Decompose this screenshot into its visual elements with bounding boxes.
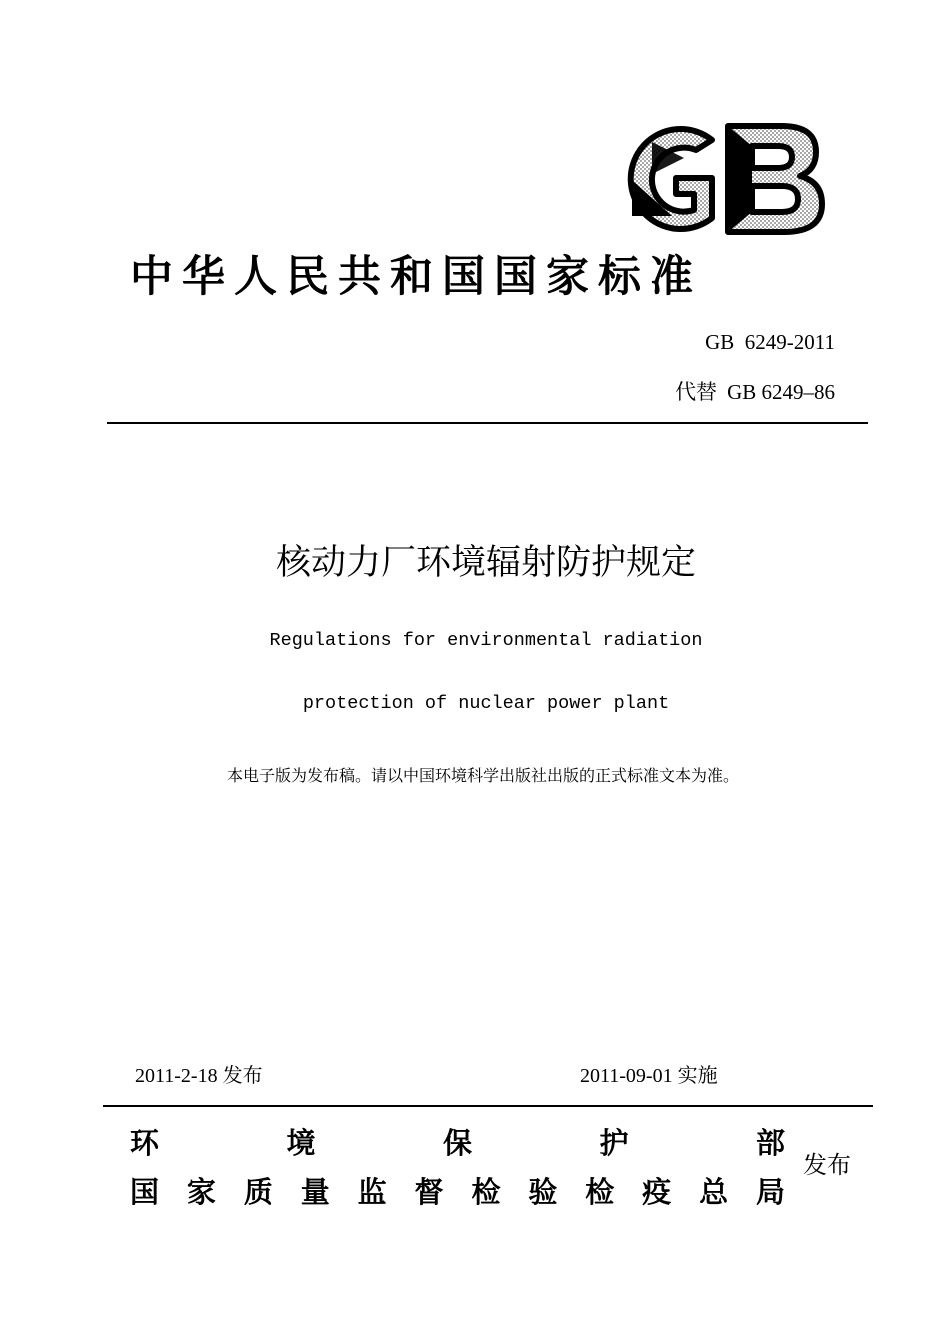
document-title-en-line2: protection of nuclear power plant (302, 693, 670, 714)
replaces-number: GB 6249–86 (727, 380, 835, 404)
gb-logo-icon (612, 120, 828, 238)
issuer-char: 质 (243, 1177, 273, 1209)
issuer-char: 国 (130, 1177, 160, 1209)
issuer-char: 环 (130, 1128, 160, 1160)
standard-number: GB 6249-2011 (705, 330, 835, 354)
issuer-char: 境 (286, 1128, 316, 1160)
issuer-char: 总 (699, 1177, 729, 1209)
issuer-char: 保 (442, 1128, 472, 1160)
issue-date: 2011-2-18 发布 (135, 1065, 263, 1087)
document-title-en-line1: Regulations for environmental radiation (269, 630, 703, 651)
top-divider (107, 422, 868, 424)
issuer-ministry-of-environmental-protection (130, 1124, 785, 1164)
publish-label: 发布 (803, 1153, 851, 1179)
issuer-char: 检 (585, 1177, 615, 1209)
issuer-char: 监 (357, 1177, 387, 1209)
issuer-char: 局 (755, 1177, 785, 1209)
issuer-char: 疫 (642, 1177, 672, 1209)
replaces-label: 代替 (675, 380, 718, 404)
bottom-divider (103, 1105, 873, 1107)
issuer-aqsiq (130, 1173, 785, 1213)
issuer-char: 部 (755, 1128, 785, 1160)
implementation-date: 2011-09-01 实施 (580, 1065, 718, 1087)
issuer-char: 检 (471, 1177, 501, 1209)
issuer-char: 护 (599, 1128, 629, 1160)
issuer-char: 家 (186, 1177, 216, 1209)
issuer-char: 验 (528, 1177, 558, 1209)
issuer-char: 量 (300, 1177, 330, 1209)
national-standard-title: 中华人民共和国国家标准 (130, 254, 702, 301)
replaces-line (675, 378, 835, 406)
electronic-version-note: 本电子版为发布稿。请以中国环境科学出版社出版的正式标准文本为准。 (226, 768, 739, 785)
document-title-cn: 核动力厂环境辐射防护规定 (275, 543, 696, 583)
issuer-char: 督 (414, 1177, 444, 1209)
